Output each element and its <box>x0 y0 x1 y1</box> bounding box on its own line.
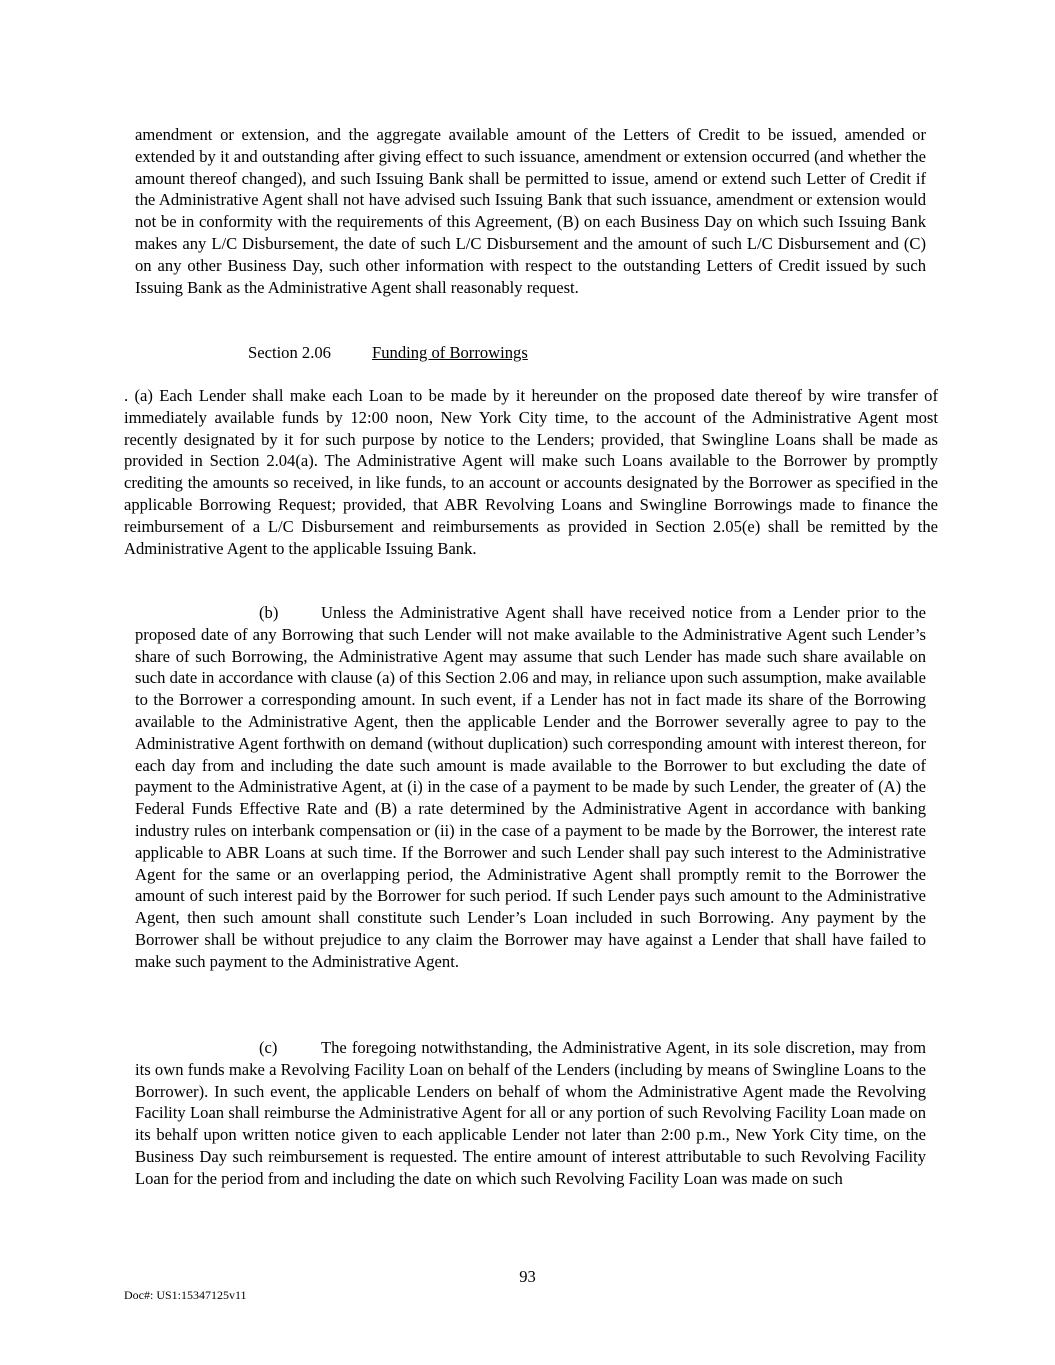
paragraph-c-text: The foregoing notwithstanding, the Administrative Agent, in its sole discretion, may from its own funds make a Revolving Facility Loan on behalf of the Lenders (including by means of Swingline Loans to the Borrower). In such event, the applicable Lenders on behalf of whom the Administrative Agent made the Revolving Facility Loan shall reimburse the Administrative Agent for all or any portion of such Revolving Facility Loan made on its behalf upon written notice given to each applicable Lender not later than 2:00 p.m., New York City time, on the Business Day such reimbursement is requested. The entire amount of interest attributable to such Revolving Facility Loan for the period from and including the date on which such Revolving Facility Loan was made on such <box>135 1038 926 1188</box>
page-number: 93 <box>519 1267 536 1286</box>
paragraph-c <box>135 1037 926 1190</box>
paragraph-continuation: amendment or extension, and the aggregate available amount of the Letters of Credit to be issued, amended or extended by it and outstanding after giving effect to such issuance, amendment or extension occurred (and whether the amount thereof changed), and such Issuing Bank shall be permitted to issue, amend or extend such Letter of Credit if the Administrative Agent shall not have advised such Issuing Bank that such issuance, amendment or extension would not be in conformity with the requirements of this Agreement, (B) on each Business Day on which such Issuing Bank makes any L/C Disbursement, the date of such L/C Disbursement and the amount of such L/C Disbursement and (C) on any other Business Day, such other information with respect to the outstanding Letters of Credit issued by such Issuing Bank as the Administrative Agent shall reasonably request. <box>135 125 926 297</box>
paragraph-c-label: (c) <box>259 1038 278 1057</box>
section-title: Funding of Borrowings <box>372 343 528 362</box>
section-number: Section 2.06 <box>248 343 331 362</box>
paragraph-b-text: Unless the Administrative Agent shall have received notice from a Lender prior to the proposed date of any Borrowing that such Lender will not make available to the Administrative Agent such Lender’s share of such Borrowing, the Administrative Agent may assume that such Lender has made such share available on such date in accordance with clause (a) of this Section 2.06 and may, in reliance upon such assumption, make available to the Borrower a corresponding amount. In such event, if a Lender has not in fact made its share of the Borrowing available to the Administrative Agent, then the applicable Lender and the Borrower severally agree to pay to the Administrative Agent forthwith on demand (without duplication) such corresponding amount with interest thereon, for each day from and including the date such amount is made available to the Borrower to but excluding the date of payment to the Administrative Agent, at (i) in the case of a payment to be made by such Lender, the greater of (A) the Federal Funds Effective Rate and (B) a rate determined by the Administrative Agent in accordance with banking industry rules on interbank compensation or (ii) in the case of a payment to be made by the Borrower, the interest rate applicable to ABR Loans at such time. If the Borrower and such Lender shall pay such interest to the Administrative Agent for the same or an overlapping period, the Administrative Agent shall promptly remit to the Borrower the amount of such interest paid by the Borrower for such period. If such Lender pays such amount to the Administrative Agent, then such amount shall constitute such Lender’s Loan included in such Borrowing. Any payment by the Borrower shall be without prejudice to any claim the Borrower may have against a Lender that shall have failed to make such payment to the Administrative Agent. <box>135 603 926 971</box>
paragraph-b <box>135 602 926 973</box>
document-id: Doc#: US1:15347125v11 <box>124 1288 247 1302</box>
section-heading <box>248 342 528 364</box>
paragraph-b-label: (b) <box>259 603 279 622</box>
paragraph-a: . (a) Each Lender shall make each Loan to be made by it hereunder on the proposed date thereof by wire transfer of immediately available funds by 12:00 noon, New York City time, to the account of the Administrative Agent most recently designated by it for such purpose by notice to the Lenders; provided, that Swingline Loans shall be made as provided in Section 2.04(a). The Administrative Agent will make such Loans available to the Borrower by promptly crediting the amounts so received, in like funds, to an account or accounts designated by the Borrower as specified in the applicable Borrowing Request; provided, that ABR Revolving Loans and Swingline Borrowings made to finance the reimbursement of a L/C Disbursement and reimbursements as provided in Section 2.05(e) shall be remitted by the Administrative Agent to the applicable Issuing Bank. <box>124 386 938 558</box>
